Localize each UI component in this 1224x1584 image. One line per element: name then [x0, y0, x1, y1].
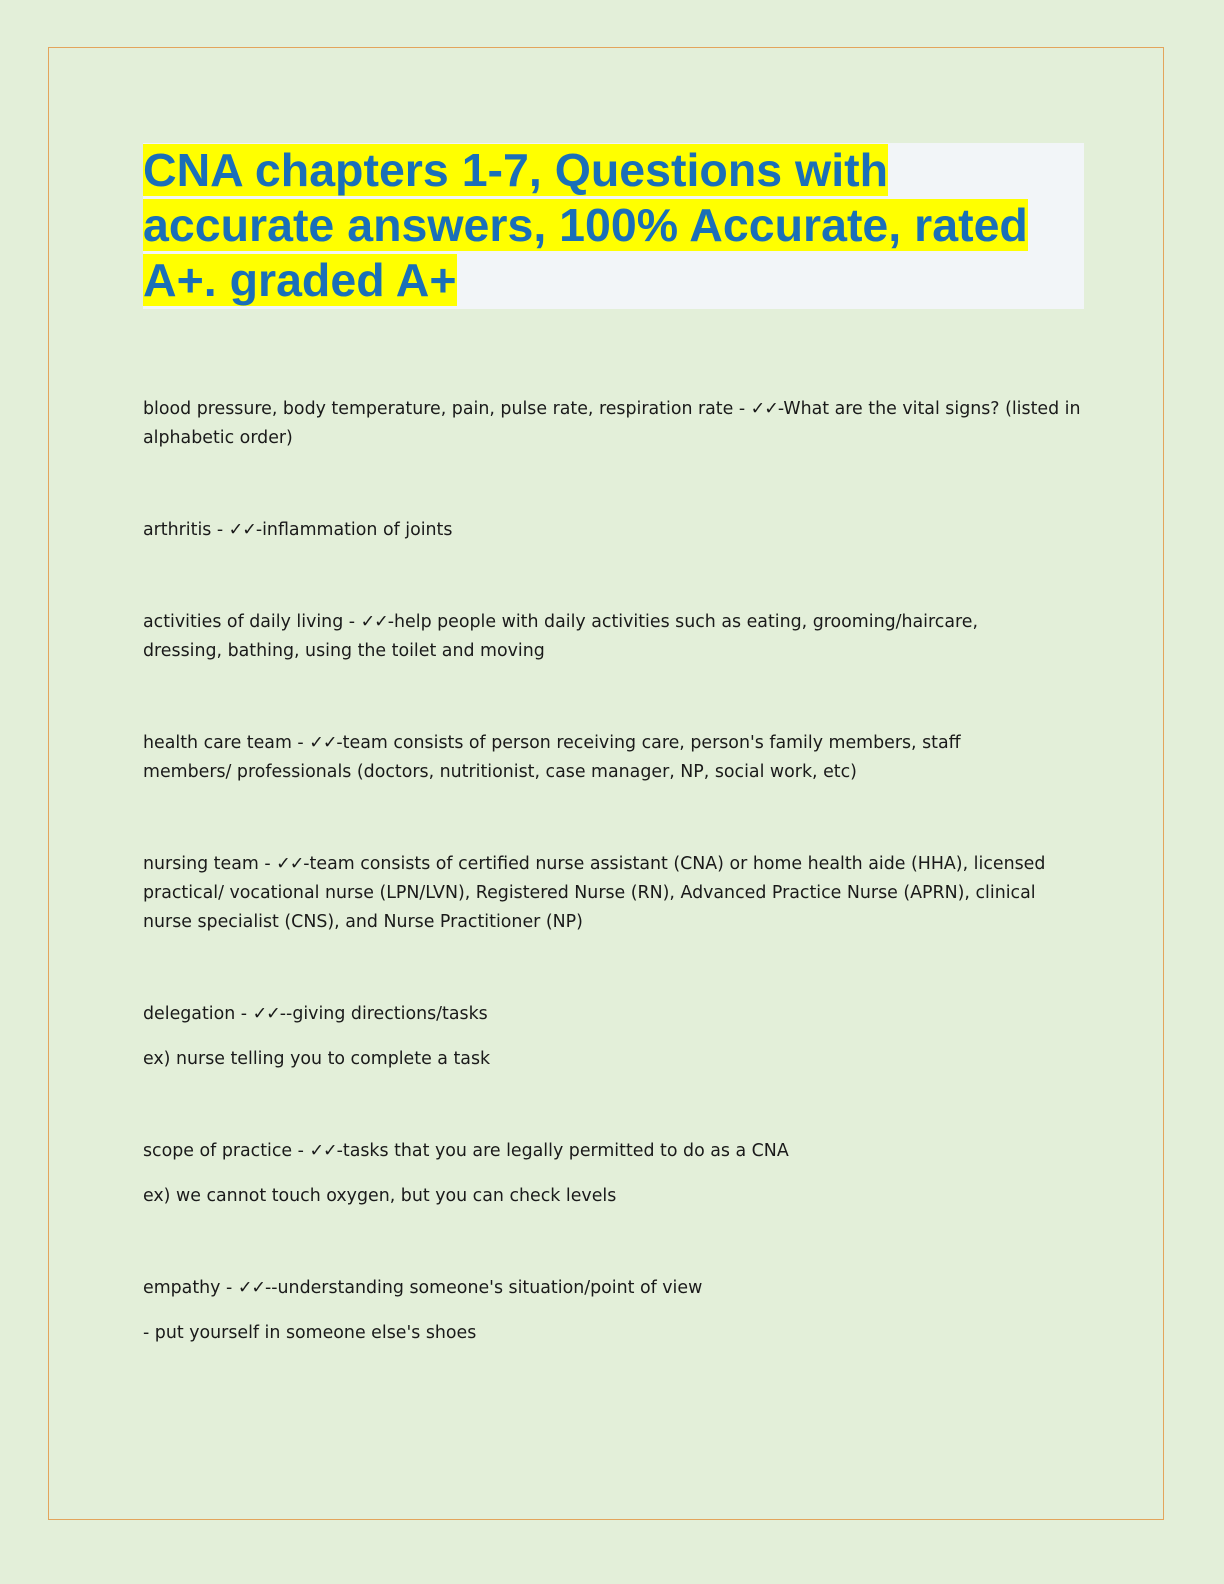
flashcard-line	[143, 516, 1083, 545]
flashcard-term: scope of practice -	[143, 1141, 310, 1161]
flashcard-term: health care team -	[143, 733, 310, 753]
double-check-icon: ✓✓	[237, 1278, 265, 1298]
flashcard-line	[143, 850, 1083, 937]
flashcard-example: - put yourself in someone else's shoes	[143, 1323, 477, 1343]
flashcard-entry	[143, 1137, 1083, 1211]
flashcard-definition: -team consists of person receiving care, person's family members, staff members/ professionals (doctors, nutritionist, case manager, NP, social work, etc)	[143, 733, 961, 782]
flashcard-entry	[143, 516, 1083, 545]
flashcard-line	[143, 1137, 1083, 1166]
double-check-icon: ✓✓	[309, 733, 337, 753]
flashcard-line	[143, 395, 1083, 453]
flashcard-term: arthritis -	[143, 520, 229, 540]
flashcard-term: empathy -	[143, 1278, 238, 1298]
flashcard-definition: --understanding someone's situation/point of view	[264, 1278, 703, 1298]
flashcard-entry	[143, 1274, 1083, 1348]
flashcard-line	[143, 1000, 1083, 1029]
double-check-icon: ✓✓	[750, 399, 778, 419]
flashcard-line	[143, 729, 1003, 787]
double-check-icon: ✓✓	[360, 612, 388, 632]
flashcard-definition: -tasks that you are legally permitted to do as a CNA	[336, 1141, 789, 1161]
flashcard-definition: -team consists of certified nurse assistant (CNA) or home health aide (HHA), licensed practical/ vocational nurse (LPN/LVN), Registered Nurse (RN), Advanced Practice Nurse (APRN), clinical nurse specialist (CNS), and Nurse Practitioner (NP)	[143, 854, 1046, 932]
flashcard-term: blood pressure, body temperature, pain, pulse rate, respiration rate -	[143, 399, 751, 419]
flashcard-definition: --giving directions/tasks	[279, 1004, 488, 1024]
flashcard-term: delegation -	[143, 1004, 253, 1024]
double-check-icon: ✓✓	[309, 1141, 337, 1161]
flashcard-definition: -What are the vital signs? (listed in alphabetic order)	[143, 399, 1081, 448]
flashcard-example: ex) we cannot touch oxygen, but you can check levels	[143, 1186, 617, 1206]
flashcard-entry	[143, 395, 1083, 453]
title-highlight: CNA chapters 1-7, Questions with accurate answers, 100% Accurate, rated A+. graded A+	[143, 144, 1028, 306]
flashcard-entry	[143, 1000, 1083, 1074]
flashcard-definition: -inflammation of joints	[255, 520, 453, 540]
flashcard-line	[143, 608, 1023, 666]
double-check-icon: ✓✓	[252, 1004, 280, 1024]
flashcard-term: nursing team -	[143, 854, 277, 874]
flashcard-term: activities of daily living -	[143, 612, 361, 632]
flashcard-entry	[143, 850, 1083, 937]
double-check-icon: ✓✓	[276, 854, 304, 874]
flashcard-line	[143, 1274, 1083, 1303]
double-check-icon: ✓✓	[228, 520, 256, 540]
flashcard-example: ex) nurse telling you to complete a task	[143, 1049, 491, 1069]
flashcard-entry	[143, 729, 1003, 787]
flashcard-definition: -help people with daily activities such as eating, grooming/haircare, dressing, bathing, using the toilet and moving	[143, 612, 978, 661]
document-title	[143, 143, 1084, 308]
flashcard-entry	[143, 608, 1023, 666]
